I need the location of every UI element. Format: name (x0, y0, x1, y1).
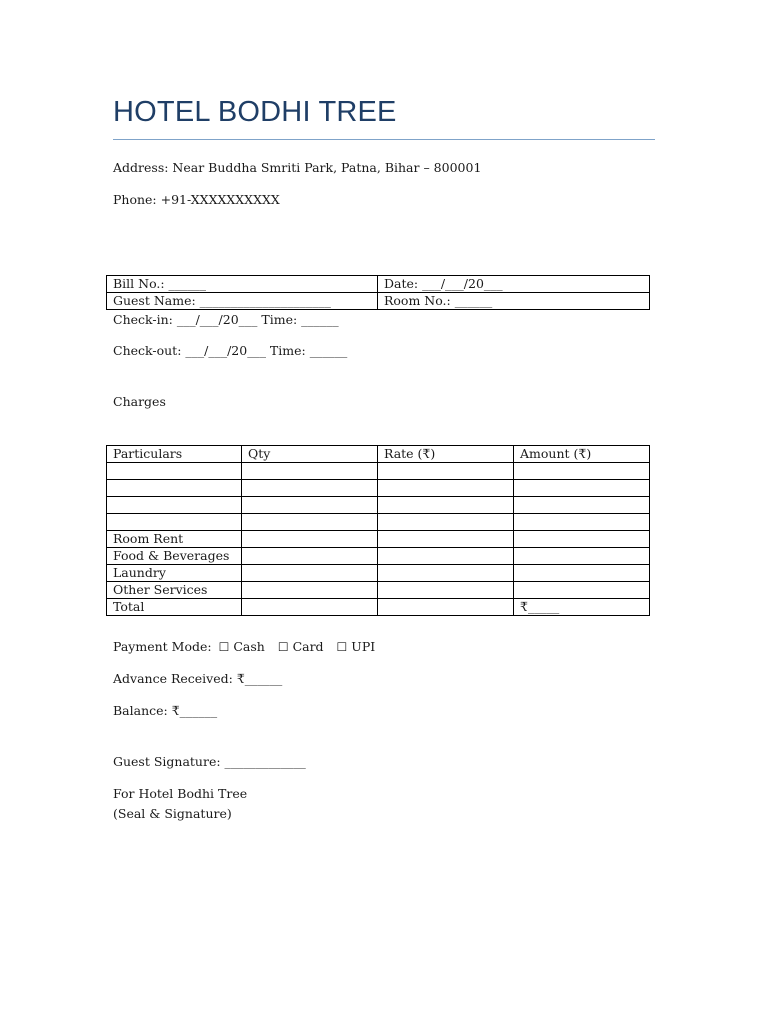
cell-qty (242, 565, 378, 582)
guest-signature-line: Guest Signature: _____________ (113, 754, 306, 769)
seal-signature-line: (Seal & Signature) (113, 806, 232, 821)
column-header-particulars: Particulars (107, 446, 242, 463)
guest-name-field: Guest Name: _____________________ (107, 293, 378, 310)
page-title: HOTEL BODHI TREE (113, 96, 397, 128)
cell-particulars (107, 463, 242, 480)
cell-amount (514, 463, 650, 480)
cell-rate (378, 463, 514, 480)
payment-mode-label: Payment Mode: (113, 639, 212, 654)
table-row (107, 582, 650, 599)
cell-rate (378, 531, 514, 548)
cell-rate (378, 497, 514, 514)
cell-qty (242, 548, 378, 565)
phone-line: Phone: +91-XXXXXXXXXX (113, 192, 280, 207)
card-checkbox[interactable]: ☐ (277, 640, 289, 654)
cell-qty (242, 480, 378, 497)
check-in-line: Check-in: ___/___/20___ Time: ______ (113, 312, 339, 327)
cell-amount: ₹_____ (514, 599, 650, 616)
card-option-label: Card (292, 639, 324, 654)
cell-amount (514, 582, 650, 599)
payment-mode-line (113, 639, 375, 655)
for-hotel-line: For Hotel Bodhi Tree (113, 786, 248, 801)
column-header-amount: Amount (₹) (514, 446, 650, 463)
upi-checkbox[interactable]: ☐ (336, 640, 348, 654)
cell-rate (378, 599, 514, 616)
cell-rate (378, 514, 514, 531)
table-row (107, 514, 650, 531)
cash-checkbox[interactable]: ☐ (218, 640, 230, 654)
charges-heading: Charges (113, 394, 166, 409)
cell-amount (514, 480, 650, 497)
column-header-rate: Rate (₹) (378, 446, 514, 463)
table-row (107, 276, 650, 293)
cell-particulars (107, 480, 242, 497)
cell-particulars: Food & Beverages (107, 548, 242, 565)
cell-amount (514, 565, 650, 582)
table-row (107, 565, 650, 582)
cell-qty (242, 531, 378, 548)
room-no-field: Room No.: ______ (378, 293, 650, 310)
table-row (107, 497, 650, 514)
cell-particulars (107, 497, 242, 514)
bill-info-table (106, 275, 650, 310)
table-row (107, 548, 650, 565)
cell-amount (514, 497, 650, 514)
cell-amount (514, 531, 650, 548)
column-header-qty: Qty (242, 446, 378, 463)
cell-particulars: Room Rent (107, 531, 242, 548)
charges-table (106, 445, 650, 616)
cell-particulars: Laundry (107, 565, 242, 582)
table-row (107, 531, 650, 548)
date-field: Date: ___/___/20___ (378, 276, 650, 293)
cell-particulars: Total (107, 599, 242, 616)
cell-amount (514, 514, 650, 531)
cell-particulars (107, 514, 242, 531)
table-row (107, 293, 650, 310)
table-row (107, 599, 650, 616)
advance-received-line: Advance Received: ₹______ (113, 671, 283, 686)
cell-qty (242, 514, 378, 531)
check-out-line: Check-out: ___/___/20___ Time: ______ (113, 343, 348, 358)
cash-option-label: Cash (233, 639, 265, 654)
cell-qty (242, 582, 378, 599)
table-row (107, 480, 650, 497)
table-row (107, 463, 650, 480)
upi-option-label: UPI (351, 639, 376, 654)
cell-qty (242, 463, 378, 480)
address-line: Address: Near Buddha Smriti Park, Patna, Bihar – 800001 (113, 160, 482, 175)
cell-rate (378, 480, 514, 497)
cell-particulars: Other Services (107, 582, 242, 599)
title-divider (113, 139, 655, 140)
cell-qty (242, 497, 378, 514)
balance-line: Balance: ₹______ (113, 703, 218, 718)
cell-rate (378, 565, 514, 582)
cell-rate (378, 548, 514, 565)
cell-qty (242, 599, 378, 616)
bill-no-field: Bill No.: ______ (107, 276, 378, 293)
cell-amount (514, 548, 650, 565)
table-header-row (107, 446, 650, 463)
cell-rate (378, 582, 514, 599)
